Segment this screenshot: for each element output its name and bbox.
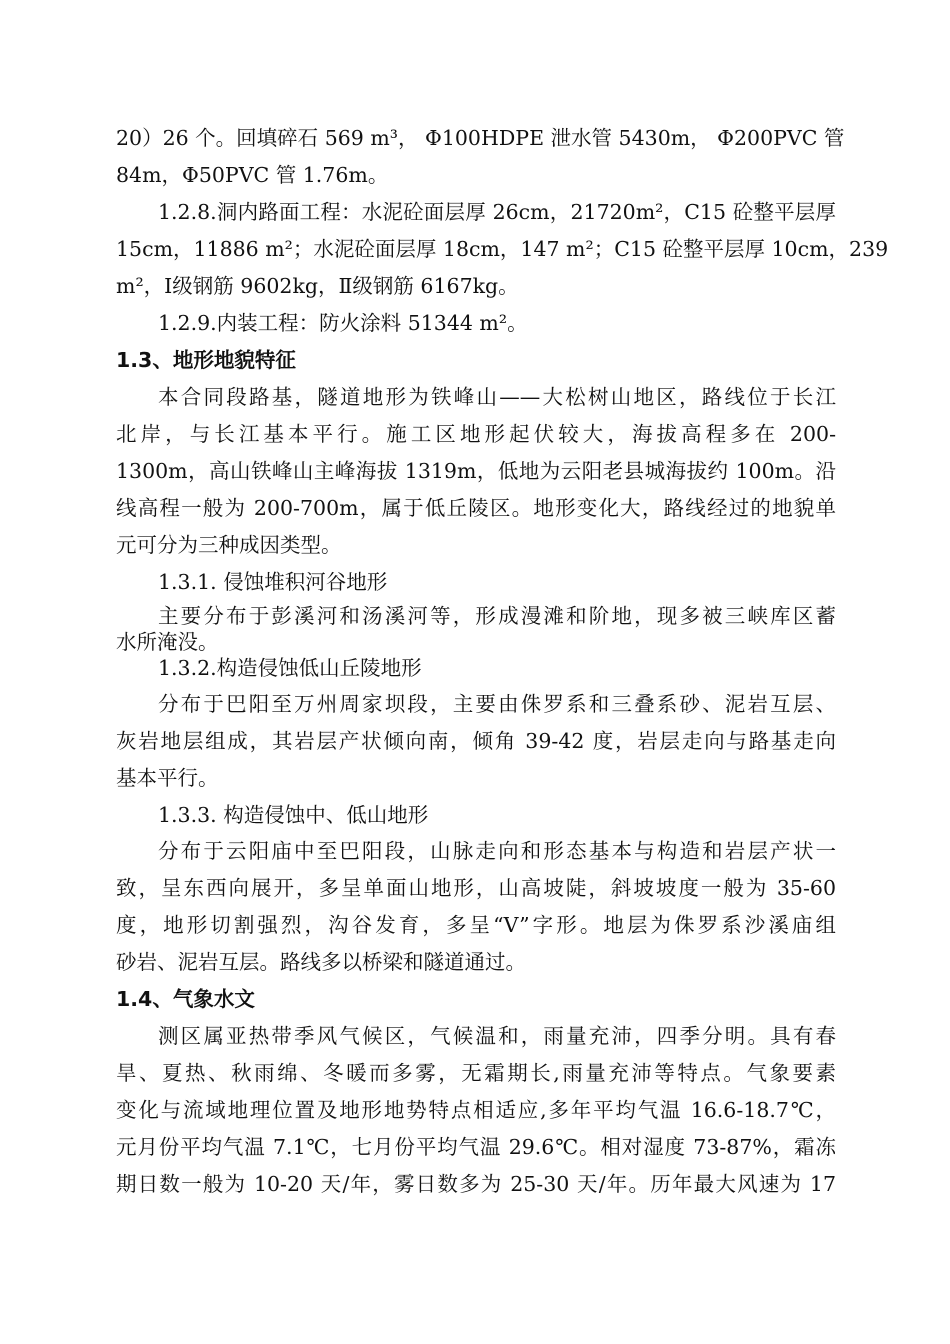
paragraph-line: 变化与流域地理位置及地形地势特点相适应,多年平均气温 16.6-18.7℃， xyxy=(116,1098,836,1122)
paragraph-line: 旱、夏热、秋雨绵、冬暖而多雾，无霜期长,雨量充沛等特点。气象要素 xyxy=(116,1061,836,1085)
paragraph-line: 基本平行。 xyxy=(116,766,219,790)
paragraph-line: 灰岩地层组成，其岩层产状倾向南，倾角 39-42 度，岩层走向与路基走向 xyxy=(116,729,836,753)
subheading-1-3-3: 1.3.3. 构造侵蚀中、低山地形 xyxy=(158,803,429,827)
paragraph-line: 度，地形切割强烈，沟谷发育，多呈“V”字形。地层为侏罗系沙溪庙组 xyxy=(116,913,836,937)
paragraph-line: 本合同段路基，隧道地形为铁峰山——大松树山地区，路线位于长江 xyxy=(158,385,836,409)
paragraph-line: 分布于巴阳至万州周家坝段，主要由侏罗系和三叠系砂、泥岩互层、 xyxy=(158,692,836,716)
paragraph-line: 元可分为三种成因类型。 xyxy=(116,533,342,557)
section-1-2-8: 1.2.8.洞内路面工程：水泥砼面层厚 26cm，21720m²，C15 砼整平层厚 xyxy=(158,200,836,224)
text-line: 20）26 个。回填碎石 569 m³， Φ100HDPE 泄水管 5430m， Φ200PVC 管 xyxy=(116,126,845,150)
paragraph-line: 水所淹没。 xyxy=(116,630,219,654)
text-line: 84m，Φ50PVC 管 1.76m。 xyxy=(116,163,389,187)
paragraph-line: 北岸，与长江基本平行。施工区地形起伏较大，海拔高程多在 200- xyxy=(116,422,836,446)
heading-1-4: 1.4、气象水文 xyxy=(116,987,255,1011)
paragraph-line: 1300m，高山铁峰山主峰海拔 1319m，低地为云阳老县城海拔约 100m。沿 xyxy=(116,459,836,483)
subheading-1-3-2: 1.3.2.构造侵蚀低山丘陵地形 xyxy=(158,656,422,680)
paragraph-line: 致，呈东西向展开，多呈单面山地形，山高坡陡，斜坡坡度一般为 35-60 xyxy=(116,876,836,900)
paragraph-line: 砂岩、泥岩互层。路线多以桥梁和隧道通过。 xyxy=(116,950,526,974)
text-line: m²，Ⅰ级钢筋 9602kg，Ⅱ级钢筋 6167kg。 xyxy=(116,274,519,298)
text-line: 15cm，11886 m²；水泥砼面层厚 18cm，147 m²；C15 砼整平层厚 10cm，239 xyxy=(116,237,889,261)
paragraph-line: 线高程一般为 200-700m，属于低丘陵区。地形变化大，路线经过的地貌单 xyxy=(116,496,836,520)
paragraph-line: 分布于云阳庙中至巴阳段，山脉走向和形态基本与构造和岩层产状一 xyxy=(158,839,836,863)
heading-1-3: 1.3、地形地貌特征 xyxy=(116,348,296,372)
paragraph-line: 期日数一般为 10-20 天/年，雾日数多为 25-30 天/年。历年最大风速为 17 xyxy=(116,1172,836,1196)
section-1-2-9: 1.2.9.内装工程：防火涂料 51344 m²。 xyxy=(158,311,528,335)
paragraph-line: 元月份平均气温 7.1℃，七月份平均气温 29.6℃。相对湿度 73-87%，霜冻 xyxy=(116,1135,836,1159)
paragraph-line: 主要分布于彭溪河和汤溪河等，形成漫滩和阶地，现多被三峡库区蓄 xyxy=(158,604,836,628)
paragraph-line: 测区属亚热带季风气候区，气候温和，雨量充沛，四季分明。具有春 xyxy=(158,1024,836,1048)
subheading-1-3-1: 1.3.1. 侵蚀堆积河谷地形 xyxy=(158,570,388,594)
